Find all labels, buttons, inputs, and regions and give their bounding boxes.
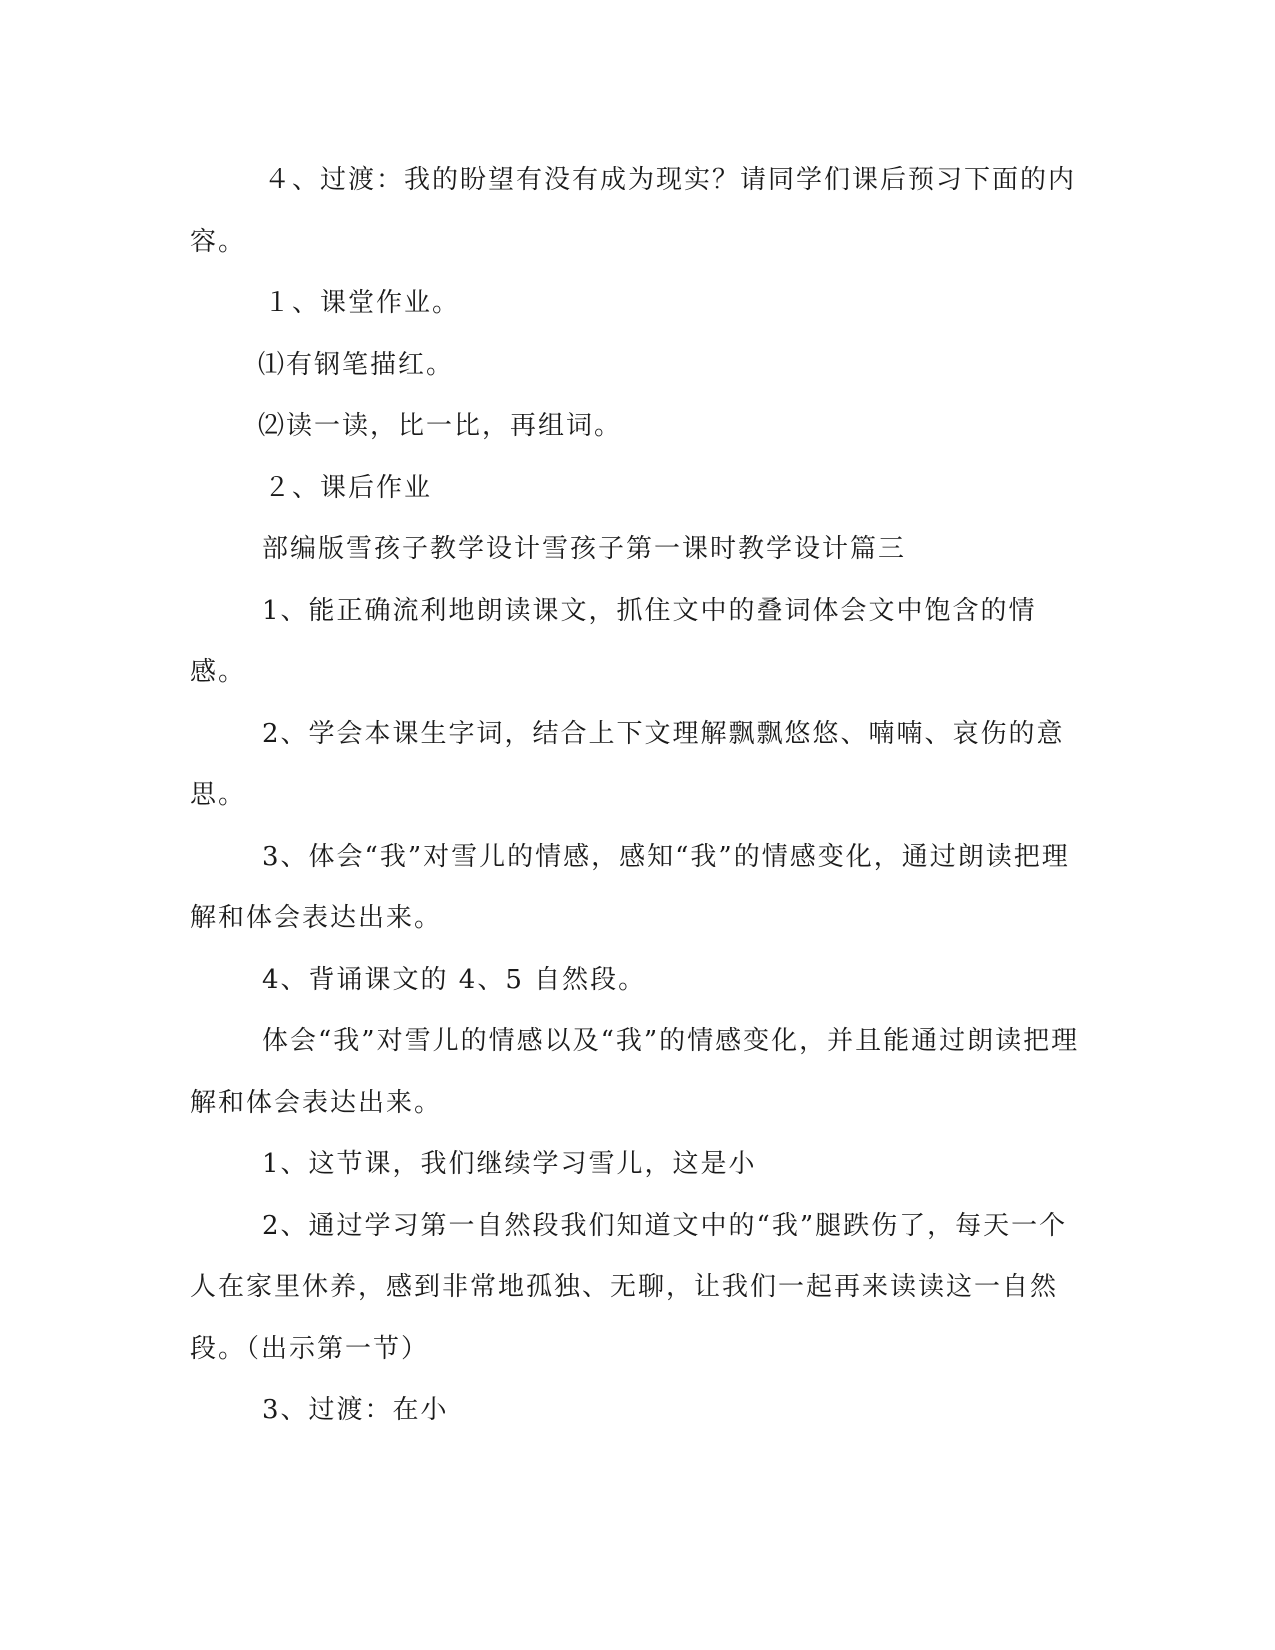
paragraph-goal-2: 2、学会本课生字词，结合上下文理解飘飘悠悠、喃喃、哀伤的意思。 <box>190 718 1065 810</box>
document-body <box>190 150 1085 1442</box>
paragraph-step-1: 1、这节课，我们继续学习雪儿，这是小 <box>262 1149 757 1179</box>
paragraph-step-3: 3、过渡：在小 <box>262 1395 449 1425</box>
paragraph-classwork: １、课堂作业。 <box>264 288 461 318</box>
paragraph-transition-homework: ４、过渡：我的盼望有没有成为现实？请同学们课后预习下面的内容。 <box>190 165 1077 257</box>
paragraph-classwork-item-2: ⑵读一读，比一比，再组词。 <box>258 411 623 441</box>
section-heading: 部编版雪孩子教学设计雪孩子第一课时教学设计篇三 <box>262 534 907 564</box>
paragraph-key-point: 体会“我”对雪儿的情感以及“我”的情感变化，并且能通过朗读把理解和体会表达出来。 <box>190 1026 1080 1118</box>
paragraph-after-class-homework: ２、课后作业 <box>264 472 433 503</box>
paragraph-goal-1: 1、能正确流利地朗读课文，抓住文中的叠词体会文中饱含的情感。 <box>190 595 1037 687</box>
paragraph-step-2: 2、通过学习第一自然段我们知道文中的“我”腿跌伤了，每天一个人在家里休养，感到非常地孤独、无聊，让我们一起再来读读这一自然段。（出示第一节） <box>190 1210 1068 1364</box>
paragraph-goal-4: 4、背诵课文的 4、5 自然段。 <box>262 964 647 995</box>
paragraph-classwork-item-1: ⑴有钢笔描红。 <box>258 349 455 380</box>
paragraph-goal-3: 3、体会“我”对雪儿的情感，感知“我”的情感变化，通过朗读把理解和体会表达出来。 <box>190 841 1070 933</box>
